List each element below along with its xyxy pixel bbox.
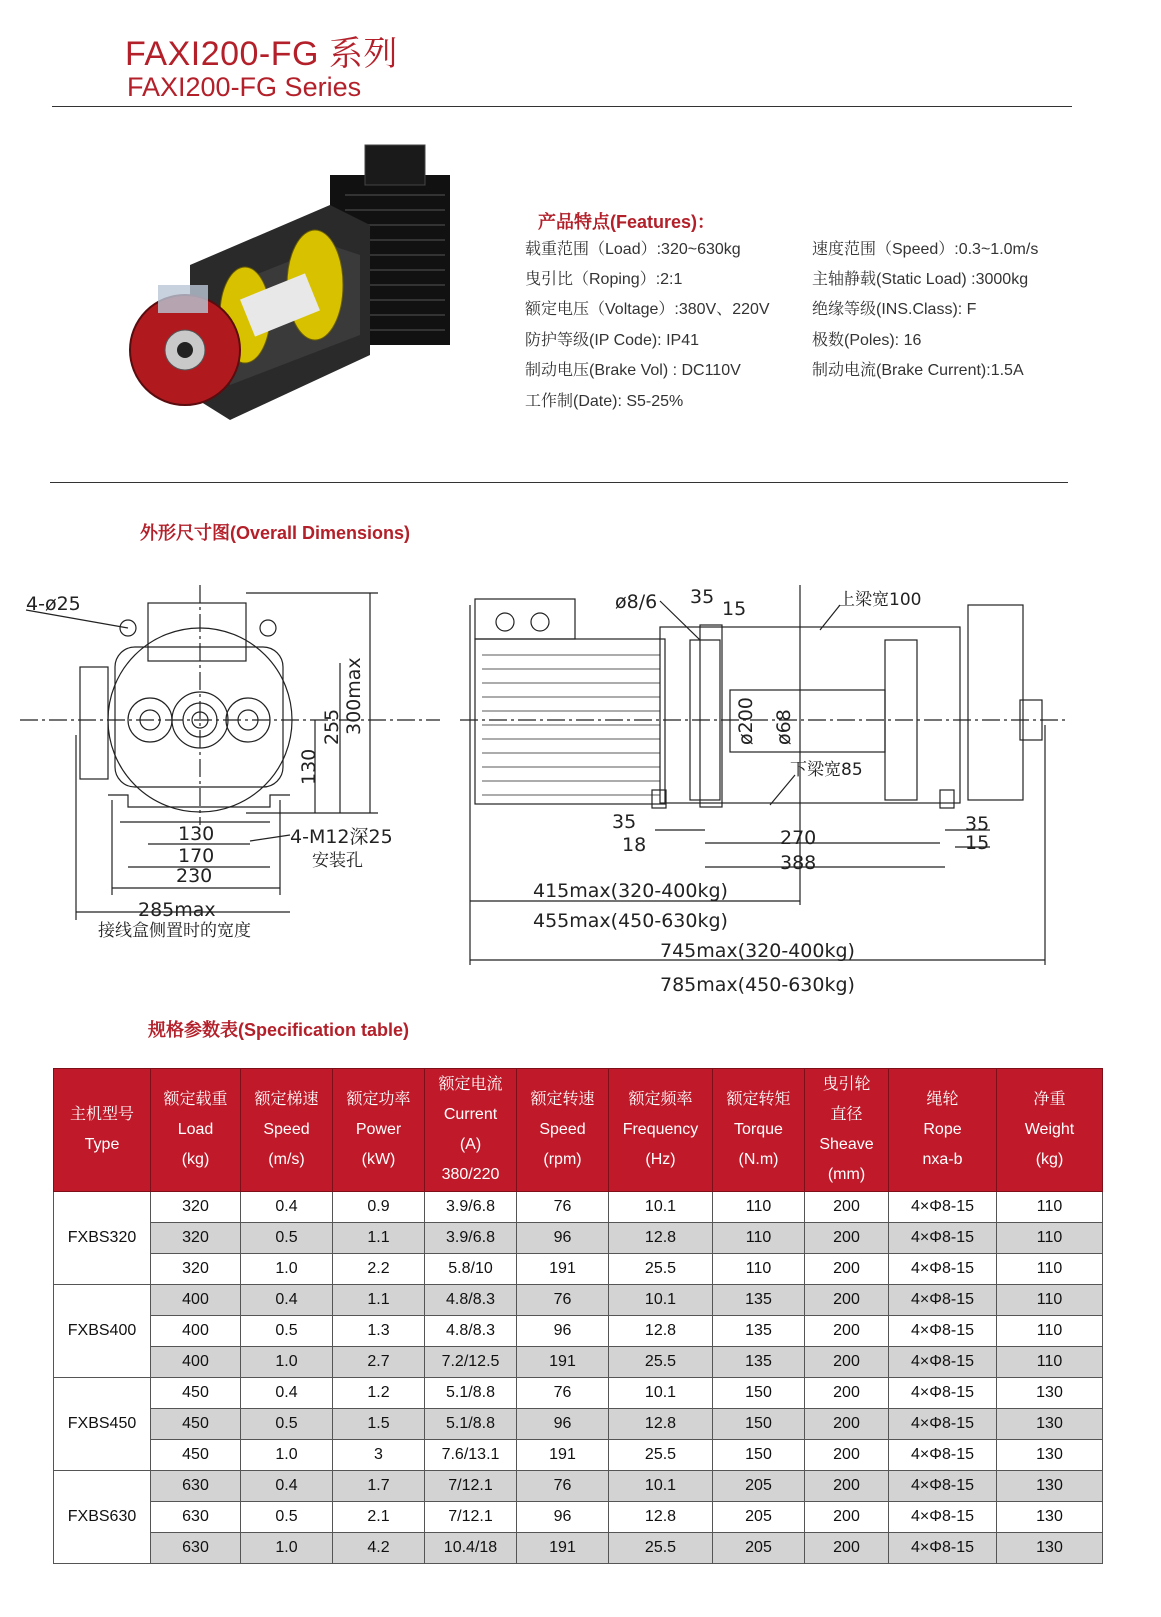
cell: 110 [713,1192,805,1223]
cell: 400 [151,1316,241,1347]
feature-static-load: 主轴静载(Static Load) :3000kg [812,271,1029,288]
col-rpm: 额定转速 Speed (rpm) [517,1069,609,1192]
cell: 4×Φ8-15 [889,1502,997,1533]
cell: 630 [151,1502,241,1533]
cell: 400 [151,1285,241,1316]
cell: 2.2 [333,1254,425,1285]
header-divider [52,106,1072,107]
cell: 4.8/8.3 [425,1316,517,1347]
cell: 200 [805,1502,889,1533]
feature-poles: 极数(Poles): 16 [812,332,922,349]
dim-mount: 4-M12深25 [290,826,393,848]
col-load: 额定载重 Load (kg) [151,1069,241,1192]
cell: 76 [517,1192,609,1223]
cell: 450 [151,1409,241,1440]
table-row [54,1409,1103,1440]
cell: 4.2 [333,1533,425,1564]
cell: 135 [713,1285,805,1316]
col-frequency: 额定频率 Frequency (Hz) [609,1069,713,1192]
dim-15-top: 15 [722,598,747,620]
cell: 150 [713,1378,805,1409]
cell: 320 [151,1223,241,1254]
cell: 0.4 [241,1471,333,1502]
cell: 320 [151,1254,241,1285]
cell: 200 [805,1316,889,1347]
cell: 7.6/13.1 [425,1440,517,1471]
type-cell: FXBS400 [54,1285,151,1378]
dim-415max: 415max(320-400kg) [533,880,728,902]
cell: 150 [713,1440,805,1471]
cell: 7.2/12.5 [425,1347,517,1378]
cell: 205 [713,1471,805,1502]
spec-table [53,1068,1103,1564]
dim-130-height: 130 [298,748,320,785]
cell: 7/12.1 [425,1502,517,1533]
cell: 200 [805,1409,889,1440]
cell: 630 [151,1471,241,1502]
table-row [54,1533,1103,1564]
cell: 400 [151,1347,241,1378]
col-type: 主机型号 Type [54,1069,151,1192]
cell: 450 [151,1378,241,1409]
type-cell: FXBS320 [54,1192,151,1285]
cell: 12.8 [609,1409,713,1440]
cell: 4×Φ8-15 [889,1471,997,1502]
cell: 110 [713,1223,805,1254]
cell: 3.9/6.8 [425,1223,517,1254]
dim-holes: 4-ø25 [26,593,81,615]
cell: 130 [997,1502,1103,1533]
cell: 200 [805,1285,889,1316]
cell: 96 [517,1502,609,1533]
table-row [54,1378,1103,1409]
feature-ins-class: 绝缘等级(INS.Class): F [812,301,977,318]
cell: 1.2 [333,1378,425,1409]
cell: 450 [151,1440,241,1471]
cell: 1.7 [333,1471,425,1502]
cell: 25.5 [609,1254,713,1285]
feature-roping: 曳引比（Roping）:2:1 [525,271,683,288]
dim-285max: 285max [138,899,216,921]
cell: 0.5 [241,1223,333,1254]
table-row [54,1285,1103,1316]
dim-15-right: 15 [965,832,990,854]
cell: 110 [997,1192,1103,1223]
col-torque: 额定转矩 Torque (N.m) [713,1069,805,1192]
type-cell: FXBS630 [54,1471,151,1564]
cell: 25.5 [609,1440,713,1471]
cell: 320 [151,1192,241,1223]
col-current: 额定电流 Current (A) 380/220 [425,1069,517,1192]
table-row [54,1347,1103,1378]
dim-mount-note: 安装孔 [312,851,363,871]
cell: 0.4 [241,1192,333,1223]
cell: 10.4/18 [425,1533,517,1564]
dim-35-left: 35 [612,811,637,833]
cell: 191 [517,1533,609,1564]
cell: 1.0 [241,1347,333,1378]
cell: 12.8 [609,1223,713,1254]
cell: 200 [805,1192,889,1223]
feature-duty: 工作制(Date): S5-25% [525,393,684,410]
col-weight: 净重 Weight (kg) [997,1069,1103,1192]
dim-junction-note: 接线盒侧置时的宽度 [98,921,251,941]
cell: 130 [997,1471,1103,1502]
cell: 130 [997,1409,1103,1440]
feature-brake-current: 制动电流(Brake Current):1.5A [812,362,1024,379]
cell: 25.5 [609,1533,713,1564]
cell: 76 [517,1471,609,1502]
cell: 4×Φ8-15 [889,1192,997,1223]
features-title: 产品特点(Features)： [538,212,716,232]
section-divider [50,482,1068,483]
cell: 25.5 [609,1347,713,1378]
dim-beam-top: 上梁宽100 [838,590,922,610]
cell: 5.1/8.8 [425,1409,517,1440]
cell: 200 [805,1223,889,1254]
type-cell: FXBS450 [54,1378,151,1471]
dim-388: 388 [780,852,817,874]
table-row [54,1316,1103,1347]
cell: 96 [517,1223,609,1254]
spec-title: 规格参数表(Specification table) [148,1020,410,1040]
cell: 0.5 [241,1502,333,1533]
cell: 4×Φ8-15 [889,1378,997,1409]
cell: 1.0 [241,1440,333,1471]
page-title-cn: FAXI200-FG 系列 [125,35,398,73]
dim-beam-bottom: 下梁宽85 [790,760,863,780]
cell: 4×Φ8-15 [889,1254,997,1285]
cell: 4×Φ8-15 [889,1223,997,1254]
table-row [54,1440,1103,1471]
cell: 2.1 [333,1502,425,1533]
dim-d68: ø68 [773,709,795,745]
col-speed: 额定梯速 Speed (m/s) [241,1069,333,1192]
cell: 110 [997,1316,1103,1347]
cell: 110 [997,1254,1103,1285]
cell: 12.8 [609,1316,713,1347]
dim-18: 18 [622,834,647,856]
cell: 110 [997,1347,1103,1378]
cell: 10.1 [609,1285,713,1316]
dimension-drawing [0,585,1161,1045]
table-row [54,1254,1103,1285]
cell: 0.5 [241,1409,333,1440]
cell: 200 [805,1254,889,1285]
cell: 2.7 [333,1347,425,1378]
cell: 5.8/10 [425,1254,517,1285]
cell: 1.0 [241,1533,333,1564]
cell: 200 [805,1471,889,1502]
cell: 150 [713,1409,805,1440]
cell: 130 [997,1440,1103,1471]
cell: 1.1 [333,1223,425,1254]
dim-130-width: 130 [178,823,215,845]
table-row [54,1502,1103,1533]
cell: 130 [997,1378,1103,1409]
feature-load: 载重范围（Load）:320~630kg [525,241,741,258]
dim-d86: ø8/6 [615,591,658,613]
table-row [54,1223,1103,1254]
dim-785max: 785max(450-630kg) [660,974,855,996]
cell: 1.1 [333,1285,425,1316]
cell: 4×Φ8-15 [889,1409,997,1440]
cell: 200 [805,1347,889,1378]
cell: 0.4 [241,1378,333,1409]
cell: 7/12.1 [425,1471,517,1502]
cell: 110 [997,1223,1103,1254]
cell: 135 [713,1347,805,1378]
dim-745max: 745max(320-400kg) [660,940,855,962]
cell: 76 [517,1285,609,1316]
cell: 3.9/6.8 [425,1192,517,1223]
col-power: 额定功率 Power (kW) [333,1069,425,1192]
product-photo [120,135,480,435]
page-title-en: FAXI200-FG Series [127,72,362,102]
cell: 96 [517,1316,609,1347]
cell: 135 [713,1316,805,1347]
feature-voltage: 额定电压（Voltage）:380V、220V [525,301,770,318]
col-rope: 绳轮 Rope nxa-b [889,1069,997,1192]
cell: 1.3 [333,1316,425,1347]
table-row [54,1192,1103,1223]
cell: 0.9 [333,1192,425,1223]
spec-header-row [54,1069,1103,1192]
dim-255: 255 [321,708,343,745]
cell: 0.4 [241,1285,333,1316]
cell: 10.1 [609,1192,713,1223]
dim-270: 270 [780,827,817,849]
cell: 200 [805,1533,889,1564]
cell: 630 [151,1533,241,1564]
cell: 12.8 [609,1502,713,1533]
dim-230: 230 [176,865,213,887]
cell: 130 [997,1533,1103,1564]
dim-170: 170 [178,845,215,867]
cell: 200 [805,1440,889,1471]
cell: 1.5 [333,1409,425,1440]
feature-brake-vol: 制动电压(Brake Vol) : DC110V [525,362,741,379]
cell: 110 [997,1285,1103,1316]
cell: 191 [517,1254,609,1285]
feature-ip-code: 防护等级(IP Code): IP41 [525,332,699,349]
dim-455max: 455max(450-630kg) [533,910,728,932]
cell: 5.1/8.8 [425,1378,517,1409]
dim-35-top: 35 [690,586,715,608]
cell: 205 [713,1533,805,1564]
cell: 0.5 [241,1316,333,1347]
cell: 96 [517,1409,609,1440]
col-sheave: 曳引轮 直径 Sheave (mm) [805,1069,889,1192]
dim-d200: ø200 [735,697,757,745]
cell: 200 [805,1378,889,1409]
cell: 205 [713,1502,805,1533]
table-row [54,1471,1103,1502]
cell: 4×Φ8-15 [889,1533,997,1564]
cell: 191 [517,1347,609,1378]
cell: 76 [517,1378,609,1409]
cell: 4×Φ8-15 [889,1347,997,1378]
cell: 191 [517,1440,609,1471]
feature-speed: 速度范围（Speed）:0.3~1.0m/s [812,241,1039,258]
cell: 4×Φ8-15 [889,1316,997,1347]
cell: 1.0 [241,1254,333,1285]
cell: 10.1 [609,1471,713,1502]
cell: 4×Φ8-15 [889,1440,997,1471]
cell: 3 [333,1440,425,1471]
cell: 10.1 [609,1378,713,1409]
cell: 4.8/8.3 [425,1285,517,1316]
dim-300max: 300max [343,657,365,735]
cell: 110 [713,1254,805,1285]
cell: 4×Φ8-15 [889,1285,997,1316]
dimensions-title: 外形尺寸图(Overall Dimensions) [140,523,411,543]
dim-35-right: 35 [965,813,990,835]
